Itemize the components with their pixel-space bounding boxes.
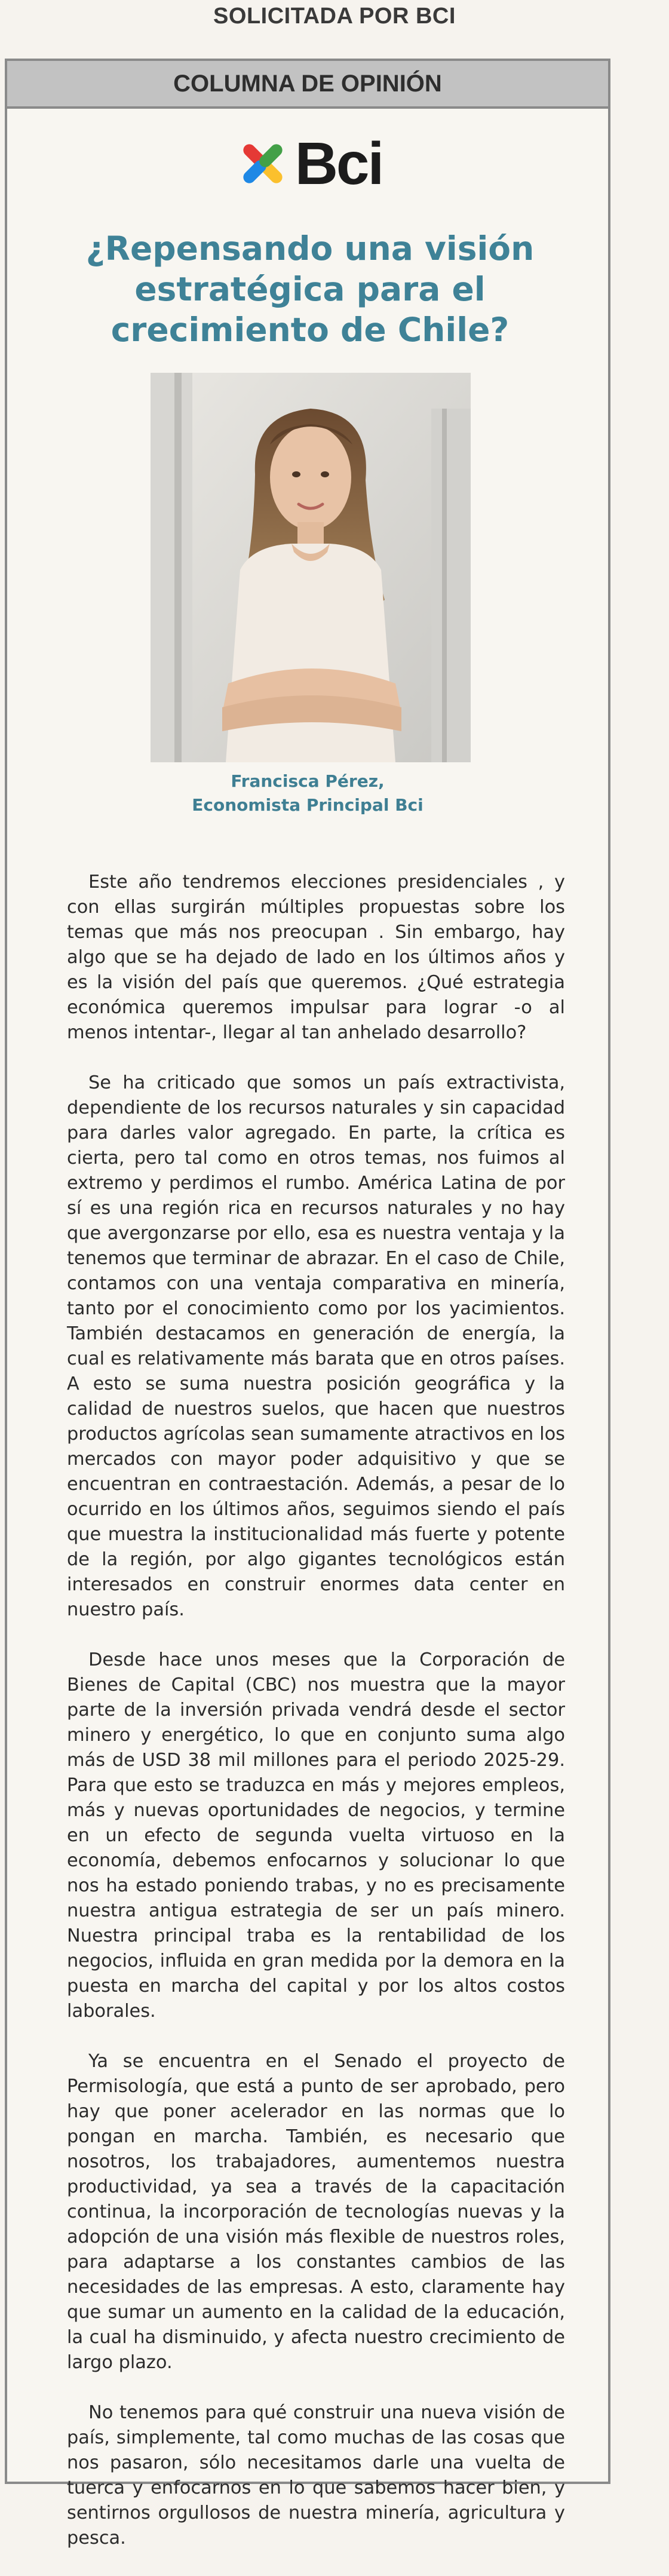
bci-logo-mark-icon bbox=[233, 134, 293, 194]
author-caption bbox=[7, 769, 608, 817]
body-paragraph: Ya se encuentra en el Senado el proyecto de Permisología, que está a punto de ser aprobado, pero hay que poner acelerador en las normas que lo pongan en marcha. También, es necesario que nosotros, los trabajadores, aumentemos nuestra productividad, ya sea a través de la capacitación continua, la incorporación de tecnologías nuevas y la adopción de una visión más flexible de nuestros roles, para adaptarse a los constantes cambios de las necesidades de las empresas. A esto, claramente hay que sumar un aumento en la calidad de la educación, la cual ha disminuido, y afecta nuestro crecimiento de largo plazo. bbox=[67, 2051, 565, 2373]
article-body bbox=[67, 870, 565, 2576]
body-paragraph: Se ha criticado que somos un país extractivista, dependiente de los recursos naturales y sin capacidad para darles valor agregado. En parte, la crítica es cierta, pero tal como en otros temas, nos fuimos al extremo y perdimos el rumbo. América Latina de por sí es una región rica en recursos naturales y no hay que avergonzarse por ello, esa es nuestra ventaja y la tenemos que terminar de abrazar. En el caso de Chile, contamos con una ventaja comparativa en minería, tanto por el conocimiento como por los yacimientos. También destacamos en generación de energía, la cual es relativamente más barata que en otros países. A esto se suma nuestra posición geográfica y la calidad de nuestros suelos, que hacen que nuestros productos agrícolas sean sumamente atractivos en los mercados con mayor poder adquisitivo y que se encuentran en contraestación. Además, a pesar de lo ocurrido en los últimos años, seguimos siendo el país que muestra la institucionalidad más fuerte y potente de la región, por algo gigantes tecnológicos están interesados en construir enormes data center en nuestro país. bbox=[67, 1072, 565, 1620]
author-name: Francisca Pérez, bbox=[231, 771, 385, 791]
sponsored-label: SOLICITADA POR BCI bbox=[213, 4, 456, 29]
author-portrait bbox=[151, 373, 471, 762]
article-title: ¿Repensando una visión estratégica para el crecimiento de Chile? bbox=[85, 229, 535, 349]
bci-logo-word: Bci bbox=[294, 130, 383, 197]
body-paragraph: Este año tendremos elecciones presidenciales , y con ellas surgirán múltiples propuestas sobre los temas que más nos preocupan . Sin embargo, hay algo que se ha dejado de lado en los últimos años y es la visión del país que queremos. ¿Qué estrategia económica queremos impulsar para lograr -o al menos intentar-, llegar al tan anhelado desarrollo? bbox=[67, 872, 565, 1043]
section-header: COLUMNA DE OPINIÓN bbox=[7, 61, 608, 109]
body-paragraph: Desde hace unos meses que la Corporación de Bienes de Capital (CBC) nos muestra que la mayor parte de la inversión privada vendrá desde el sector minero y energético, lo que en conjunto suma algo más de USD 38 mil millones para el periodo 2025-29. Para que esto se traduzca en más y mejores empleos, más y nuevas oportunidades de negocios, y termine en un efecto de segunda vuelta virtuoso en la economía, debemos enfocarnos y solucionar lo que nos ha estado poniendo trabas, y no es precisamente nuestra antigua estrategia de ser un país minero. Nuestra principal traba es la rentabilidad de los negocios, influida en gran medida por la demora en la puesta en marcha del capital y por los altos costos laborales. bbox=[67, 1649, 565, 2022]
author-role: Economista Principal Bci bbox=[192, 795, 424, 815]
opinion-column-frame bbox=[5, 59, 610, 2549]
portrait-photo-icon bbox=[151, 373, 471, 762]
body-paragraph: No tenemos para qué construir una nueva visión de país, simplemente, tal como muchas de las cosas que nos pasaron, sólo necesitamos darle una vuelta de tuerca y enfocarnos en lo que sabemos hacer bien, y sentirnos orgullosos de nuestra minería, agricultura y pesca. bbox=[67, 2402, 565, 2549]
bci-logo bbox=[7, 128, 608, 200]
